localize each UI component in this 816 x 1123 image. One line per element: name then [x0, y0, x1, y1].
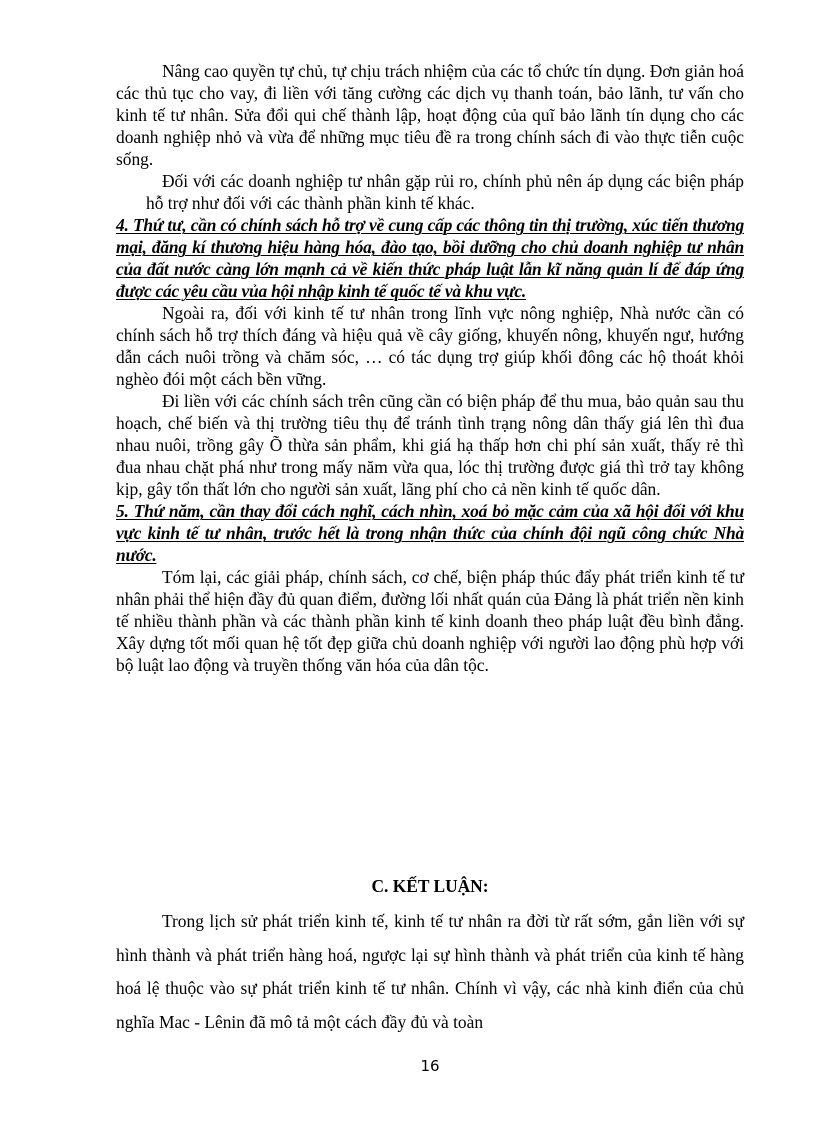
body-text — [116, 60, 744, 676]
conclusion-paragraph: Trong lịch sử phát triển kinh tế, kinh tế tư nhân ra đời từ rất sớm, gắn liền với sự hình thành và phát triển hàng hoá, ngược lại sự hình thành và phát triển của kinh tế hàng hoá lệ thuộc vào sự phát triển kinh tế tư nhân. Chính vì vậy, các nhà kinh điển của chủ nghĩa Mac - Lênin đã mô tả một cách đầy đủ và toàn — [116, 911, 744, 1032]
conclusion-section — [116, 905, 744, 1039]
paragraph-credit-institutions: Nâng cao quyền tự chủ, tự chịu trách nhiệm của các tổ chức tín dụng. Đơn giản hoá các thủ tục cho vay, đi liền với tăng cường các dịch vụ thanh toán, bảo lãnh, tư vấn cho kinh tế tư nhân. Sửa đổi qui chế thành lập, hoạt động của quĩ bảo lãnh tín dụng cho các doanh nghiệp nhỏ và vừa để những mục tiêu đề ra trong chính sách đi vào thực tiễn cuộc sống. — [116, 61, 744, 169]
page-number: 16 — [420, 1057, 440, 1075]
paragraph-agriculture: Ngoài ra, đối với kinh tế tư nhân trong lĩnh vực nông nghiệp, Nhà nước cần có chính sách hỗ trợ thích đáng và hiệu quả về cây giống, khuyến nông, khuyến ngư, hướng dẫn cách nuôi trồng và chăm sóc, … có tác dụng trợ giúp khối đông các hộ thoát khỏi nghèo đói một cách bền vững. — [116, 303, 744, 389]
paragraph-harvest: Đi liền với các chính sách trên cũng cần có biện pháp để thu mua, bảo quản sau thu hoạch, chế biến và thị trường tiêu thụ để tránh tình trạng nông dân thấy giá lên thì đua nhau nuôi, trồng gây Õ thừa sản phẩm, khi giá hạ thấp hơn chi phí sản xuất, thấy rẻ thì đua nhau chặt phá như trong mấy năm vừa qua, lóc thị trường được giá thì trở tay không kịp, gây tổn thất lớn cho người sản xuất, lãng phí cho cả nền kinh tế quốc dân. — [116, 391, 744, 499]
conclusion-heading: C. KẾT LUẬN: — [371, 876, 489, 896]
paragraph-summary: Tóm lại, các giải pháp, chính sách, cơ chế, biện pháp thúc đẩy phát triển kinh tế tư nhân phải thể hiện đầy đủ quan điểm, đường lối nhất quán của Đảng là phát triển nền kinh tế nhiều thành phần và các thành phần kinh tế kinh doanh theo pháp luật đều bình đẳng. Xây dựng tốt mối quan hệ tốt đẹp giữa chủ doanh nghiệp với người lao động phù hợp với bộ luật lao động và truyền thống văn hóa của dân tộc. — [116, 567, 744, 675]
paragraph-fourth-measure: 4. Thứ tư, cần có chính sách hỗ trợ về cung cấp các thông tin thị trường, xúc tiến thương mại, đăng kí thương hiệu hàng hóa, đào tạo, bồi dưỡng cho chủ doanh nghiệp tư nhân của đất nước càng lớn mạnh cả về kiến thức pháp luật lẫn kĩ năng quản lí để đáp ứng được các yêu cầu vủa hội nhập kinh tế quốc tế và khu vực. — [116, 215, 744, 301]
paragraph-risk-support: Đối với các doanh nghiệp tư nhân gặp rủi ro, chính phủ nên áp dụng các biện pháp hỗ trợ như đối với các thành phần kinh tế khác. — [146, 171, 744, 213]
paragraph-fifth-measure: 5. Thứ năm, cần thay đổi cách nghĩ, cách nhìn, xoá bỏ mặc cảm của xã hội đối với khu vực kinh tế tư nhân, trước hết là trong nhận thức của chính đội ngũ công chức Nhà nước. — [116, 501, 744, 565]
